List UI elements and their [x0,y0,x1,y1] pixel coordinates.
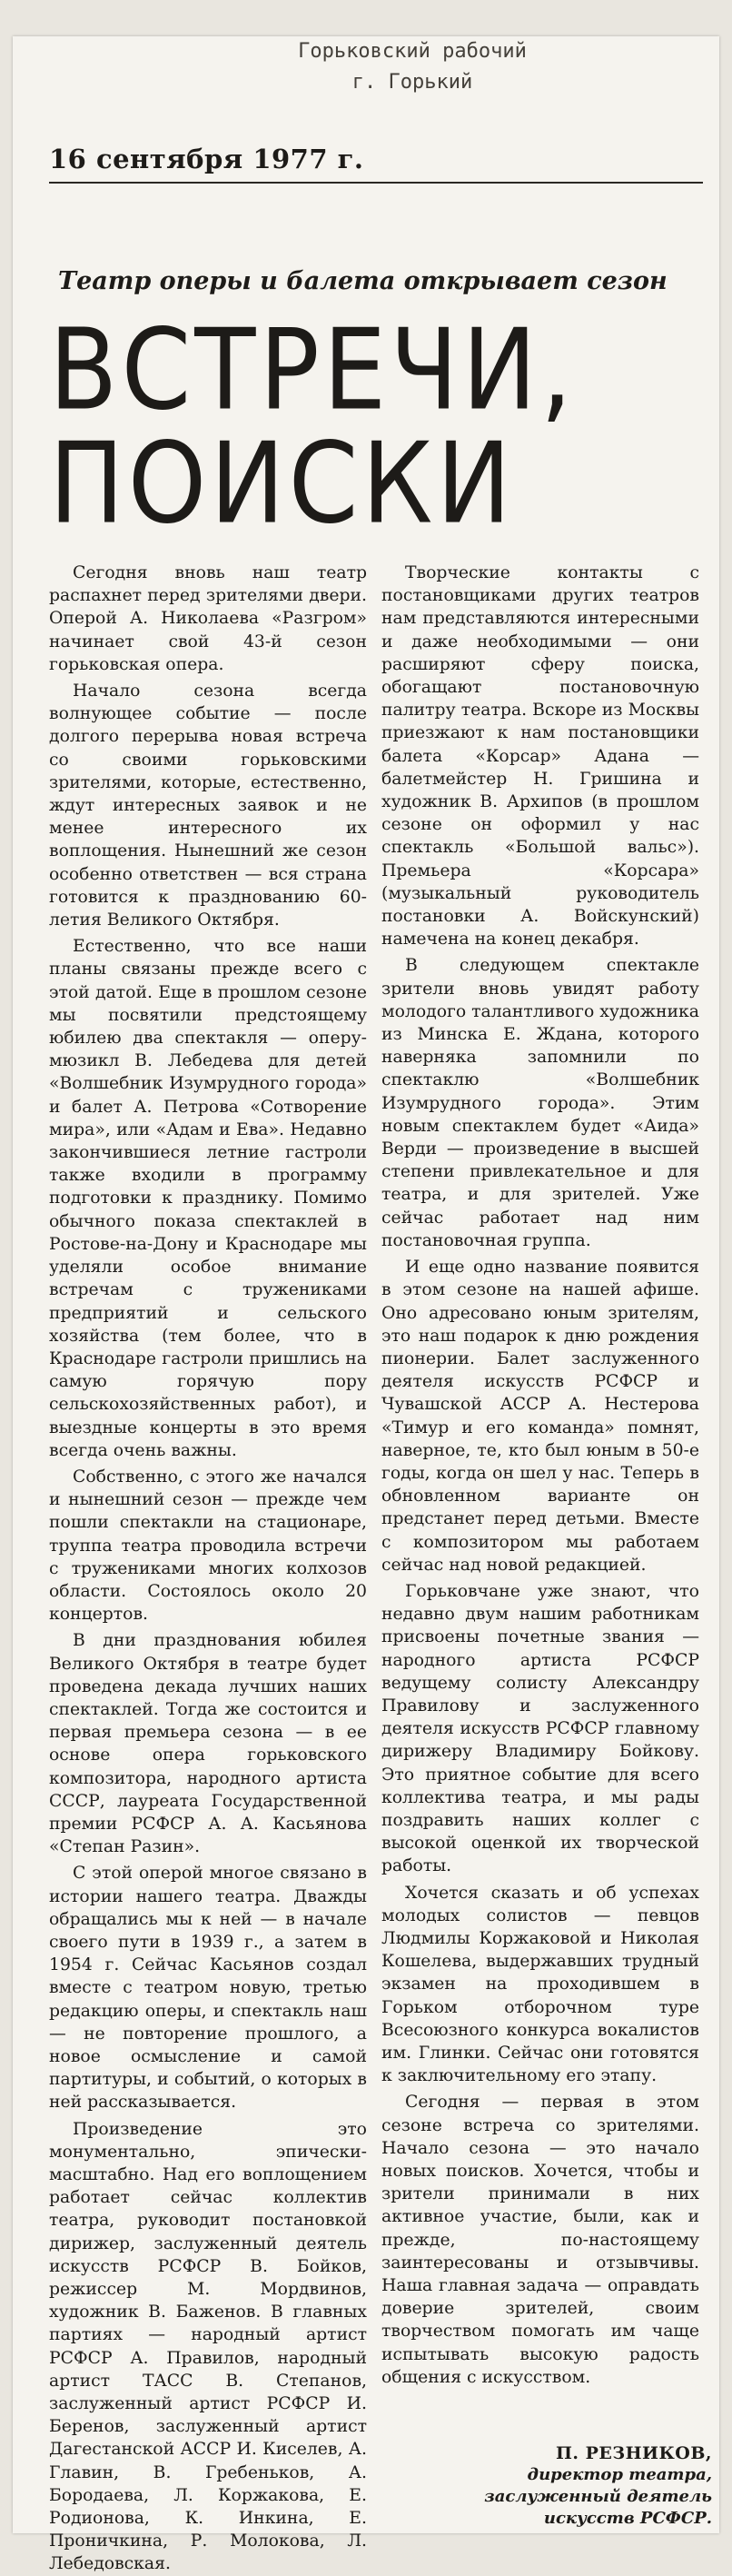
paragraph: И еще одно название появится в этом сезоне на нашей афише. Оно адресовано юным зрителям, это наш подарок к дню рождения пионерии. Балет заслуженного деятеля искусств РСФСР и Чувашской АССР А. Нестерова «Тимур и его команда» помнят, наверное, те, кто был юным в 50-е годы, когда он шел у нас. Теперь в обновленном варианте он предстанет перед детьми. Вместе с композитором мы работаем сейчас над новой редакцией. [381,1258,699,1575]
paragraph: Сегодня — первая в этом сезоне встреча со зрителями. Начало сезона — это начало новых поисков. Хочется, чтобы и зрители принимали в них активное участие, были, как и прежде, по-настоящему заинтересованы и отзывчивы. Наша главная задача — оправдать доверие зрителей, своим творчеством помогать им чаще испытывать высокую радость общения с искусством. [381,2093,699,2387]
newspaper-clipping [13,36,719,2574]
paragraph: Начало сезона всегда волнующее событие — после долгого перерыва новая встреча со своими горьковскими зрителями, которые, естественно, ждут интересных заявок и не менее интересного их воплощения. Нынешний же сезон особенно ответствен — вся страна готовится к празднованию 60-летия Великого Октября. [49,681,367,930]
paragraph: Произведение это монументально, эпически-масштабно. Над его воплощением работает сейчас коллектив театра, руководит постановкой дирижер, заслуженный деятель искусств РСФСР В. Бойков, режиссер М. Мордвинов, художник В. Баженов. В главных партиях — народный артист РСФСР А. Правилов, народный артист ТАСС В. Степанов, заслуженный артист РСФСР И. Беренов, заслуженный артист Дагестанской АССР И. Киселев, А. Главин, В. Гребеньков, А. Бородаева, Л. Коржакова, Е. Родионова, К. Инкина, Е. Проничкина, Р. Молокова, Л. Лебедовская. [49,2119,367,2574]
article-column-1 [49,562,367,2576]
newspaper-name: Горьковский рабочий [298,40,527,63]
headline-line-1: ВСТРЕЧИ, [49,304,576,435]
paragraph: Естественно, что все наши планы связаны прежде всего с этой датой. Еще в прошлом сезоне мы посвятили предстоящему юбилею два спектакля — оперу-мюзикл В. Лебедева для детей «Волшебник Изумрудного города» и балет А. Петрова «Сотворение мира», или «Адам и Ева». Недавно закончившиеся летние гастроли также входили в программу подготовки к празднику. Помимо обычного показа спектаклей в Ростове-на-Дону и Краснодаре мы уделяли особое внимание встречам с тружениками предприятий и сельского хозяйства (тем более, что в Краснодаре гастроли пришлись на самую горячую пору сельскохозяйственных работ), и выездные концерты в это время всегда очень важны. [49,937,367,1460]
paragraph: В следующем спектакле зрители вновь увидят работу молодого талантливого художника из Минска Е. Ждана, которого наверняка запомнили по спектаклю «Волшебник Изумрудного города». Этим новым спектаклем будет «Аида» Верди — произведение в высшей степени привлекательное и для театра, и для зрителей. Уже сейчас работает над ним постановочная группа. [381,956,699,1250]
author-title: директор театра, заслуженный деятель искусств РСФСР. [484,2465,712,2528]
paragraph: Творческие контакты с постановщиками других театров нам представляются интересными и даже необходимыми — они расширяют сферу поиска, обогащают постановочную палитру театра. Вскоре из Москвы приезжают к нам постановщики балета «Корсар» Адана — балетмейстер Н. Гришина и художник В. Архипов (в прошлом сезоне он оформил у нас спектакль «Большой вальс»). Премьера «Корсара» (музыкальный руководитель постановки А. Войскунский) намечена на конец декабря. [381,563,699,950]
article-headline [49,304,721,549]
city-name: г. Горький [351,71,473,94]
paragraph: Собственно, с этого же начался и нынешний сезон — прежде чем пошли спектакли на стационаре, труппа театра проводила встречи с тружениками многих колхозов области. Состоялось около 20 концертов. [49,1467,367,1625]
source-stamp [258,36,567,98]
author-name: П. РЕЗНИКОВ, [555,2443,712,2463]
date-divider [49,182,703,184]
article-subtitle: Театр оперы и балета открывает сезон [58,267,668,295]
paragraph: Сегодня вновь наш театр распахнет перед зрителями двери. Оперой А. Николаева «Разгром» начинает свой 43-й сезон горьковская опера. [49,563,367,674]
author-signature [403,2442,712,2530]
publication-date: 16 сентября 1977 г. [49,144,364,174]
article-column-2 [381,562,699,2389]
paragraph: С этой оперой многое связано в истории нашего театра. Дважды обращались мы к ней — в начале своего пути в 1939 г., а затем в 1954 г. Сейчас Касьянов создал вместе с театром новую, третью редакцию оперы, и спектакль наш — не повторение прошлого, а новое осмысление и самой партитуры, и событий, о которых в ней рассказывается. [49,1864,367,2113]
headline-line-2: ПОИСКИ [49,418,515,549]
paragraph: Горьковчане уже знают, что недавно двум нашим работникам присвоены почетные звания — народного артиста РСФСР ведущему солисту Александру Правилову и заслуженного деятеля искусств РСФСР главному дирижеру Владимиру Бойкову. Это приятное событие для всего коллектива театра, и мы рады поздравить наших коллег с высокой оценкой их творческой работы. [381,1581,699,1876]
paragraph: Хочется сказать и об успехах молодых солистов — певцов Людмилы Коржаковой и Николая Кошелева, выдержавших трудный экзамен на проходившем в Горьком отборочном туре Всесоюзного конкурса вокалистов им. Глинки. Сейчас они готовятся к заключительному его этапу. [381,1883,699,2086]
paragraph: В дни празднования юбилея Великого Октября в театре будет проведена декада лучших наших спектаклей. Тогда же состоится и первая премьера сезона — в ее основе опера горьковского композитора, народного артиста СССР, лауреата Государственной премии РСФСР А. А. Касьянова «Степан Разин». [49,1631,367,1857]
